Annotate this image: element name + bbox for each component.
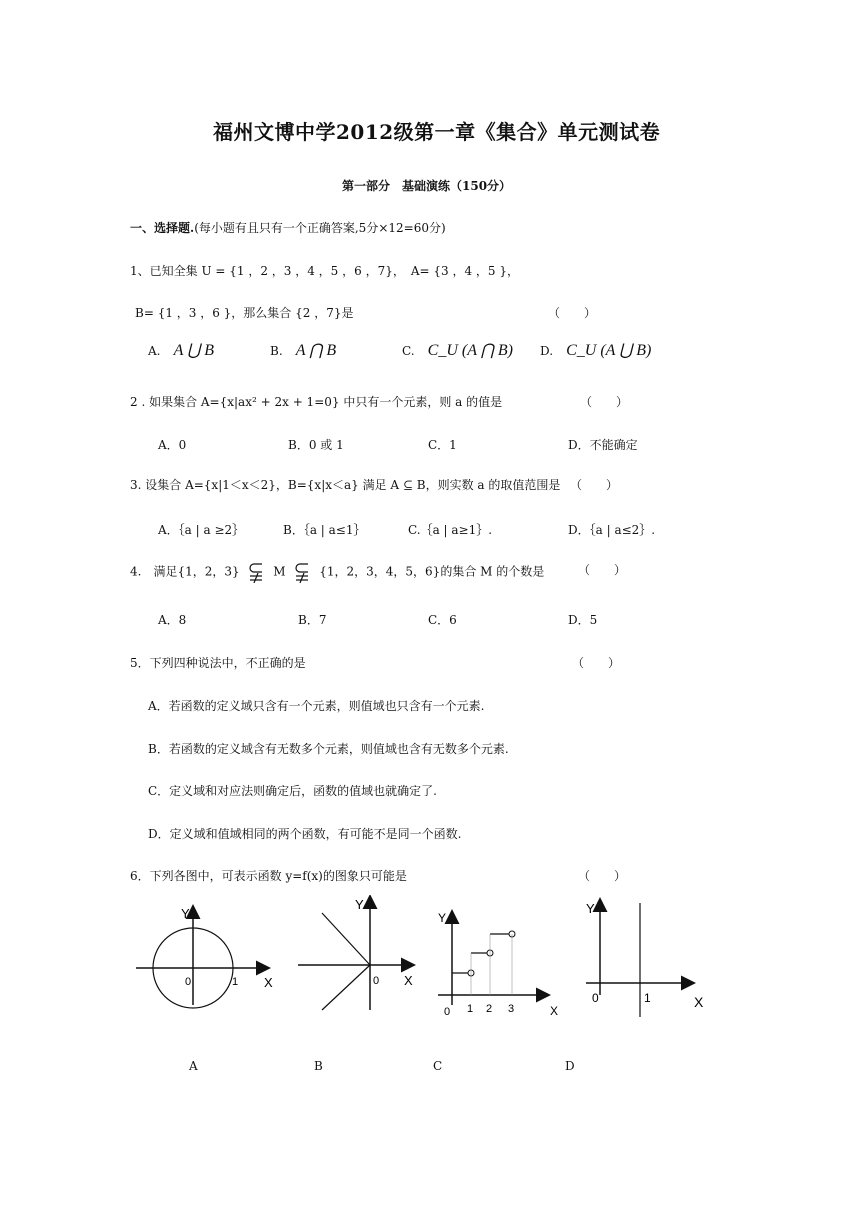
q6-stem: 6．下列各图中，可表示函数 y=f(x)的图象只可能是 — [130, 869, 407, 883]
q1-option-a — [148, 340, 214, 360]
q3-answer-blank: （ ） — [570, 478, 619, 492]
q1-line1: 1、已知全集 U = {1 ，2 ，3 ，4 ，5 ，6 ，7}， A= {3 ，4 ，5 }， — [130, 264, 519, 278]
y-axis-label: Y — [586, 901, 595, 916]
q5-option-c: C．定义域和对应法则确定后，函数的值域也就确定了. — [148, 784, 437, 798]
graph-c — [438, 911, 558, 1018]
graph-label-b: B — [314, 1059, 323, 1073]
tick-label: 0 — [444, 1006, 451, 1018]
tick-label: 1 — [467, 1003, 474, 1015]
proper-subset-icon — [293, 561, 311, 583]
q3-option-d: D．｛a | a≤2｝. — [568, 523, 656, 537]
option-letter: C. — [402, 344, 415, 358]
q3-option-a: A．｛a | a ≥2｝ — [158, 523, 245, 537]
q2-answer-blank: （ ） — [580, 395, 629, 409]
graph-d — [586, 900, 704, 1017]
q6-graphs — [130, 895, 730, 1025]
q4-answer-blank: （ ） — [578, 563, 627, 577]
tick-label: 0 — [592, 991, 599, 1005]
q2-stem: 2 . 如果集合 A={x|ax² + 2x + 1=0} 中只有一个元素，则 a 的值是 — [130, 395, 503, 409]
part-heading: 第一部分 基础演练（150分） — [342, 179, 512, 193]
q4-option-c: C．6 — [428, 613, 457, 627]
section-title: 一、选择题. — [130, 221, 195, 235]
graph-label-c: C — [433, 1059, 443, 1073]
q5-answer-blank: （ ） — [572, 656, 621, 670]
q5-stem: 5．下列四种说法中，不正确的是 — [130, 656, 306, 670]
page-title: 福州文博中学2012级第一章《集合》单元测试卷 — [213, 120, 661, 144]
option-letter: D. — [540, 344, 554, 358]
y-axis-label: Y — [438, 911, 447, 925]
q1-option-b — [270, 340, 336, 360]
option-letter: A. — [148, 344, 161, 358]
section-note: (每小题有且只有一个正确答案,5分×12=60分) — [194, 221, 446, 235]
q3-option-b: B．｛a | a≤1｝ — [283, 523, 366, 537]
q5-option-d: D．定义域和值域相同的两个函数，有可能不是同一个函数. — [148, 827, 462, 841]
x-axis-label: X — [404, 973, 413, 988]
graph-b — [298, 897, 413, 1010]
y-axis-label: Y — [355, 897, 364, 912]
q4-stem-part2: M — [273, 564, 286, 579]
q3-option-c: C.｛a | a≥1｝. — [408, 523, 493, 537]
tick-label: 0 — [373, 975, 380, 987]
tick-label: 1 — [644, 991, 651, 1005]
q4-stem-part3: {1，2，3，4，5，6}的集合 M 的个数是 — [319, 564, 545, 579]
option-expr: C_U (A ⋃ B) — [566, 342, 652, 359]
q2-option-b: B．0 或 1 — [288, 438, 344, 452]
graph-label-a: A — [189, 1059, 198, 1073]
q1-option-d — [540, 340, 651, 360]
q1-option-c — [402, 340, 513, 360]
x-axis-label: X — [694, 994, 704, 1010]
q2-option-c: C．1 — [428, 438, 457, 452]
x-axis-label: X — [264, 975, 273, 990]
proper-subset-icon — [247, 561, 265, 583]
graph-label-d: D — [565, 1059, 575, 1073]
curve-upper — [322, 913, 370, 965]
q3-stem: 3. 设集合 A={x|1＜x＜2}，B={x|x＜a} 满足 A ⊆ B，则实数 a 的取值范围是 — [130, 478, 561, 492]
q4-stem — [130, 561, 544, 583]
q4-stem-part1: 4. 满足{1，2，3} — [130, 564, 240, 579]
tick-label: 3 — [508, 1003, 515, 1015]
q2-option-d: D．不能确定 — [568, 438, 638, 452]
option-letter: B. — [270, 344, 283, 358]
q1-answer-blank: （ ） — [548, 306, 597, 320]
tick-label: 2 — [486, 1003, 493, 1015]
q4-option-b: B．7 — [298, 613, 327, 627]
option-expr: A ⋃ B — [173, 342, 214, 359]
y-axis-label: Y — [181, 906, 190, 921]
q4-option-a: A．8 — [158, 613, 187, 627]
curve-lower — [322, 965, 370, 1010]
q5-option-b: B．若函数的定义域含有无数多个元素，则值域也含有无数多个元素. — [148, 742, 509, 756]
q5-option-a: A．若函数的定义域只含有一个元素，则值域也只含有一个元素. — [148, 699, 485, 713]
section-heading — [130, 219, 446, 236]
tick-label: 0 — [185, 976, 192, 988]
q1-line2: B= {1 ，3 ，6 }，那么集合 {2 ，7}是 — [135, 306, 354, 320]
q6-answer-blank: （ ） — [578, 869, 627, 883]
option-expr: A ⋂ B — [295, 342, 337, 359]
tick-label: 1 — [232, 976, 239, 988]
option-expr: C_U (A ⋂ B) — [427, 342, 513, 359]
q2-option-a: A．0 — [158, 438, 187, 452]
x-axis-label: X — [550, 1004, 559, 1018]
graph-a — [136, 906, 273, 1008]
q4-option-d: D．5 — [568, 613, 598, 627]
